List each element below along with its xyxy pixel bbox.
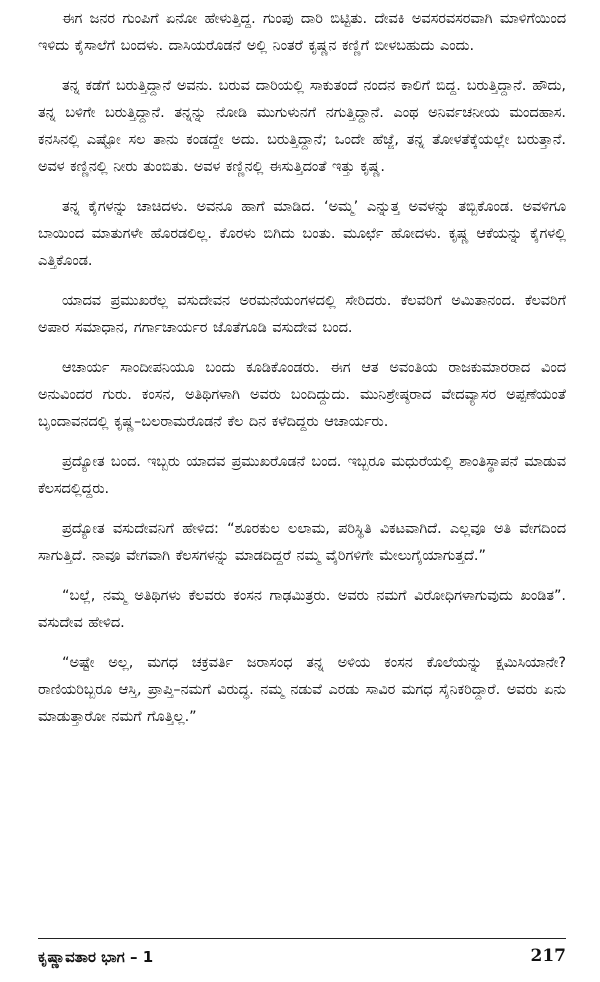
footer-rule [38,938,566,939]
page-number: 217 [530,946,566,966]
paragraph: ತನ್ನ ಕಡೆಗೆ ಬರುತ್ತಿದ್ದಾನೆ ಅವನು. ಬರುವ ದಾರಿಯಲ್ಲಿ ಸಾಕುತಂದೆ ನಂದನ ಕಾಲಿಗೆ ಬಿದ್ದ. ಬರುತ್ತಿದ್ದಾನೆ. ಹೌದು, ತನ್ನ ಬಳಿಗೇ ಬರುತ್ತಿದ್ದಾನೆ. ತನ್ನನ್ನು ನೋಡಿ ಮುಗುಳುನಗೆ ನಗುತ್ತಿದ್ದಾನೆ. ಎಂಥ ಅನಿರ್ವಚನೀಯ ಮಂದಹಾಸ. ಕನಸಿನಲ್ಲಿ ಎಷ್ಟೋ ಸಲ ತಾನು ಕಂಡದ್ದೇ ಅದು. ಬರುತ್ತಿದ್ದಾನೆ; ಒಂದೇ ಹೆಜ್ಜೆ, ತನ್ನ ತೋಳತೆಕ್ಕೆಯಲ್ಲೇ ಬರುತ್ತಾನೆ. ಅವಳ ಕಣ್ಣಿನಲ್ಲಿ ನೀರು ತುಂಬಿತು. ಅವಳ ಕಣ್ಣಿನಲ್ಲಿ ಈಸುತ್ತಿದಂತೆ ಇತ್ತು ಕೃಷ್ಣ. [38,78,566,175]
book-page [38,0,566,982]
paragraph: “ಬಲ್ಲೆ, ನಮ್ಮ ಅತಿಥಿಗಳು ಕೆಲವರು ಕಂಸನ ಗಾಢಮಿತ್ರರು. ಅವರು ನಮಗೆ ವಿರೋಧಿಗಳಾಗುವುದು ಖಂಡಿತ”. ವಸುದೇವ ಹೇಳಿದ. [38,588,566,631]
paragraph: “ಅಷ್ಟೇ ಅಲ್ಲ, ಮಗಧ ಚಕ್ರವರ್ತಿ ಜರಾಸಂಧ ತನ್ನ ಅಳಿಯ ಕಂಸನ ಕೊಲೆಯನ್ನು ಕ್ಷಮಿಸಿಯಾನೇ? ರಾಣಿಯರಿಬ್ಬರೂ ಆಸ್ತಿ, ಪ್ರಾಪ್ತಿ–ನಮಗೆ ವಿರುದ್ಧ. ನಮ್ಮ ನಡುವೆ ಎರಡು ಸಾವಿರ ಮಗಧ ಸೈನಿಕರಿದ್ದಾರೆ. ಅವರು ಏನು ಮಾಡುತ್ತಾರೋ ನಮಗೆ ಗೊತ್ತಿಲ್ಲ.” [38,655,566,725]
footer-book-title: ಕೃಷ್ಣಾವತಾರ ಭಾಗ – 1 [38,948,154,966]
paragraph: ಪ್ರದ್ಯೋತ ವಸುದೇವನಿಗೆ ಹೇಳಿದ: “ಶೂರಕುಲ ಲಲಾಮ, ಪರಿಸ್ಥಿತಿ ವಿಕಟವಾಗಿದೆ. ಎಲ್ಲವೂ ಅತಿ ವೇಗದಿಂದ ಸಾಗುತ್ತಿದೆ. ನಾವೂ ವೇಗವಾಗಿ ಕೆಲಸಗಳನ್ನು ಮಾಡದಿದ್ದರೆ ನಮ್ಮ ವೈರಿಗಳಿಗೇ ಮೇಲುಗೈಯಾಗುತ್ತದೆ.” [38,521,566,564]
paragraph: ಈಗ ಜನರ ಗುಂಪಿಗೆ ಏನೋ ಹೇಳುತ್ತಿದ್ದ. ಗುಂಪು ದಾರಿ ಬಿಟ್ಟಿತು. ದೇವಕಿ ಅವಸರವಸರವಾಗಿ ಮಾಳಿಗೆಯಿಂದ ಇಳಿದು ಕೈಸಾಲೆಗೆ ಬಂದಳು. ದಾಸಿಯರೊಡನೆ ಅಲ್ಲಿ ನಿಂತರೆ ಕೃಷ್ಣನ ಕಣ್ಣಿಗೆ ಬೀಳಬಹುದು ಎಂದು. [38,11,566,54]
paragraph: ಪ್ರದ್ಯೋತ ಬಂದ. ಇಬ್ಬರು ಯಾದವ ಪ್ರಮುಖರೊಡನೆ ಬಂದ. ಇಬ್ಬರೂ ಮಧುರೆಯಲ್ಲಿ ಶಾಂತಿಸ್ಥಾಪನೆ ಮಾಡುವ ಕೆಲಸದಲ್ಲಿದ್ದರು. [38,454,566,497]
body-text [38,6,566,744]
paragraph: ತನ್ನ ಕೈಗಳನ್ನು ಚಾಚಿದಳು. ಅವನೂ ಹಾಗೆ ಮಾಡಿದ. ‘ಅಮ್ಮ’ ಎನ್ನುತ್ತ ಅವಳನ್ನು ತಬ್ಬಿಕೊಂಡ. ಅವಳಿಗೂ ಬಾಯಿಂದ ಮಾತುಗಳೇ ಹೊರಡಲಿಲ್ಲ. ಕೊರಳು ಬಿಗಿದು ಬಂತು. ಮೂರ್ಛೆ ಹೋದಳು. ಕೃಷ್ಣ ಆಕೆಯನ್ನು ಕೈಗಳಲ್ಲಿ ಎತ್ತಿಕೊಂಡ. [38,199,566,269]
paragraph: ಯಾದವ ಪ್ರಮುಖರೆಲ್ಲ ವಸುದೇವನ ಅರಮನೆಯಂಗಳದಲ್ಲಿ ಸೇರಿದರು. ಕೆಲವರಿಗೆ ಅಮಿತಾನಂದ. ಕೆಲವರಿಗೆ ಅಪಾರ ಸಮಾಧಾನ, ಗರ್ಗಾಚಾರ್ಯರ ಜೊತೆಗೂಡಿ ವಸುದೇವ ಬಂದ. [38,293,566,336]
paragraph: ಆಚಾರ್ಯ ಸಾಂದೀಪನಿಯೂ ಬಂದು ಕೂಡಿಕೊಂಡರು. ಈಗ ಆತ ಅವಂತಿಯ ರಾಜಕುಮಾರರಾದ ವಿಂದ ಅನುವಿಂದರ ಗುರು. ಕಂಸನ, ಅತಿಥಿಗಳಾಗಿ ಅವರು ಬಂದಿದ್ದುದು. ಮುನಿಶ್ರೇಷ್ಠರಾದ ವೇದವ್ಯಾಸರ ಅಪ್ಪಣೆಯಂತೆ ಬೃಂದಾವನದಲ್ಲಿ ಕೃಷ್ಣ–ಬಲರಾಮರೊಡನೆ ಕೆಲ ದಿನ ಕಳೆದಿದ್ದರು ಆಚಾರ್ಯರು. [38,360,566,430]
